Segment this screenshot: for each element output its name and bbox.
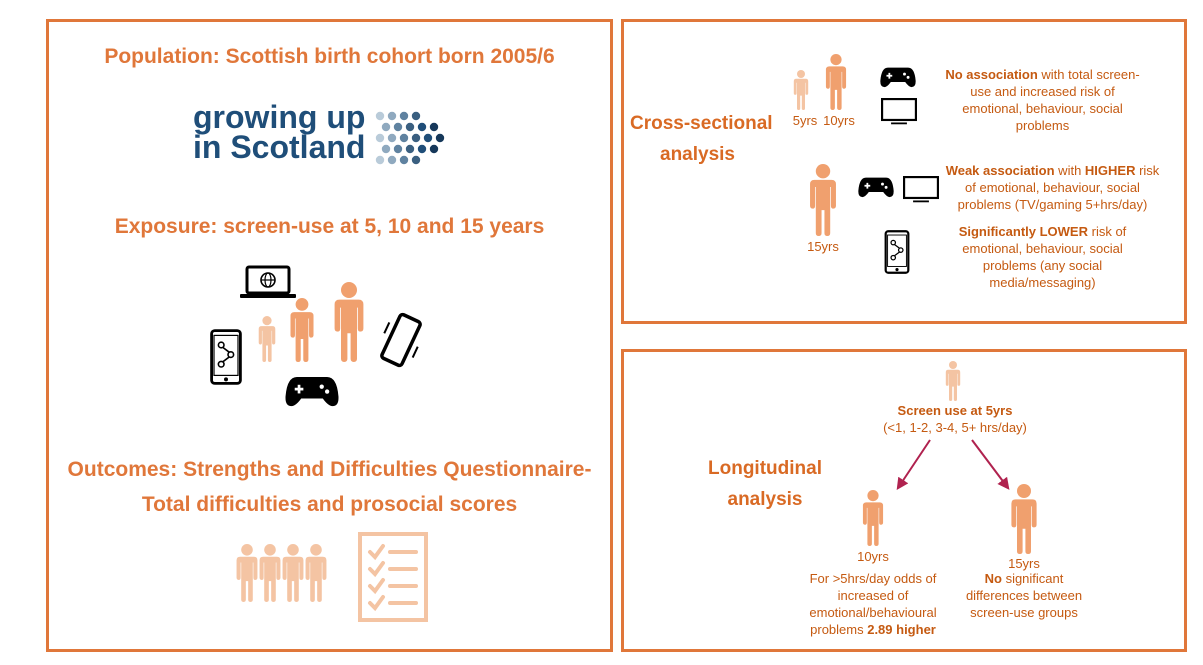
logo-dot (388, 112, 396, 120)
logo-dot (406, 145, 414, 153)
finding-no-association: No association with total screen- use and increased risk of emotional, behaviour, social problems (945, 67, 1140, 133)
person-10yrs-icon (821, 54, 851, 110)
longitudinal-title (700, 453, 830, 515)
cross-sectional-title (630, 108, 773, 170)
tv-icon (903, 176, 939, 203)
logo-dot (406, 123, 414, 131)
person-15yrs-icon (803, 164, 843, 236)
tv-icon (881, 98, 917, 125)
laptop-icon (240, 265, 296, 299)
logo-dot (436, 134, 444, 142)
long-title-line1: Longitudinal (708, 458, 822, 479)
age-10yrs-label: 10yrs (857, 549, 889, 564)
arrow-icon (890, 438, 1020, 498)
person-10yrs-icon (287, 298, 317, 362)
person-5yrs-icon (256, 316, 278, 362)
result-10yrs: For >5hrs/day odds of increased of emotional/behavioural problems 2.89 higher (809, 571, 937, 637)
person-15yrs-icon (1004, 484, 1044, 554)
family-icon (234, 544, 330, 602)
person-10yrs-icon (858, 490, 888, 546)
logo-dot (424, 134, 432, 142)
logo-dot (430, 123, 438, 131)
finding-lower-risk: Significantly LOWER risk of emotional, behaviour, social problems (any social media/messaging) (958, 224, 1127, 290)
logo-dot (400, 156, 408, 164)
gamepad-icon (285, 374, 339, 408)
logo-dot (388, 156, 396, 164)
age-15yrs-label: 15yrs (807, 239, 839, 254)
outcomes-heading-line2: Total difficulties and prosocial scores (141, 493, 518, 516)
outcomes-heading-line1: Outcomes: Strengths and Difficulties Questionnaire- (67, 458, 592, 481)
logo-dot (412, 134, 420, 142)
age-10yrs-label: 10yrs (823, 113, 855, 128)
long-title-line2: analysis (727, 489, 803, 510)
logo-dot (382, 123, 390, 131)
logo-dot (412, 112, 420, 120)
logo-dot (376, 134, 384, 142)
vibrating-phone-icon (378, 311, 424, 369)
logo-dot (388, 134, 396, 142)
person-15yrs-icon (330, 282, 368, 362)
cross-title-line1: Cross-sectional (630, 113, 773, 134)
exposure-heading: Exposure: screen-use at 5, 10 and 15 years (114, 215, 545, 238)
logo-dots-icon (374, 110, 452, 166)
finding-weak-association: Weak association with HIGHER risk of emotional, behaviour, social problems (TV/gaming 5+hrs/day) (945, 163, 1160, 212)
logo-dot (430, 145, 438, 153)
age-5yrs-label: 5yrs (792, 113, 818, 128)
population-heading: Population: Scottish birth cohort born 2005/6 (104, 45, 555, 68)
logo-dot (400, 112, 408, 120)
logo-dot (376, 156, 384, 164)
logo-dot (394, 123, 402, 131)
logo-dot (418, 145, 426, 153)
result-15yrs: No significant differences between screen-use groups (965, 571, 1083, 620)
logo-dot (394, 145, 402, 153)
logo-dot (382, 145, 390, 153)
logo-text-line1: growing up (193, 99, 366, 135)
logo-text-line2: in Scotland (193, 129, 366, 165)
age-15yrs-label: 15yrs (1008, 556, 1040, 571)
person-5yrs-icon (790, 70, 812, 110)
gus-logo (193, 99, 366, 165)
cross-title-line2: analysis (660, 144, 735, 165)
gamepad-icon (880, 66, 916, 88)
person-5yrs-icon (942, 361, 964, 401)
checklist-icon (358, 532, 428, 622)
logo-dot (418, 123, 426, 131)
smartphone-icon (884, 230, 910, 274)
logo-dot (400, 134, 408, 142)
smartphone-icon (209, 329, 243, 385)
gamepad-icon (858, 176, 894, 198)
logo-dot (412, 156, 420, 164)
screen-use-5yrs: Screen use at 5yrs (<1, 1-2, 3-4, 5+ hrs/day) (883, 403, 1027, 435)
logo-dot (376, 112, 384, 120)
